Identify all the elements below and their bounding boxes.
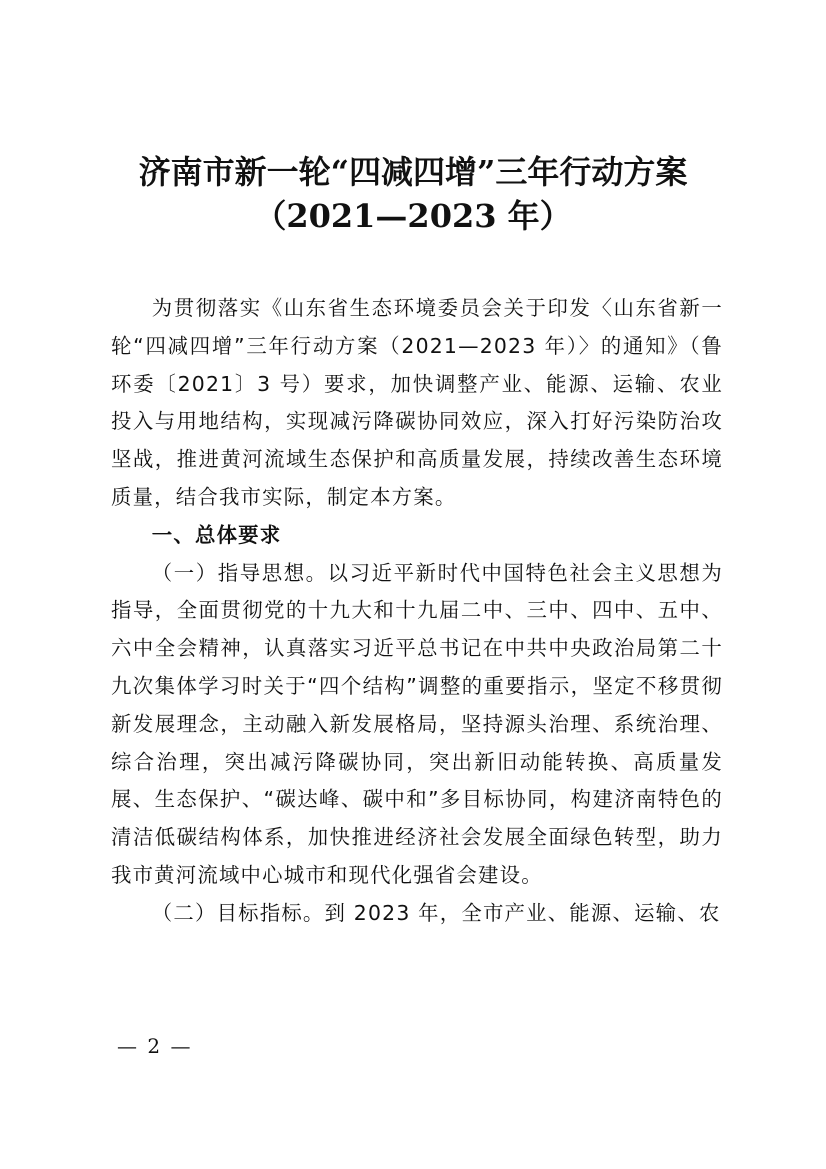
document-title: 济南市新一轮“四减四增”三年行动方案 [138,153,688,191]
target-indicators-paragraph: （二）目标指标。到 2023 年，全市产业、能源、运输、农 [151,900,721,925]
section-heading-general-requirements: 一、总体要求 [151,522,282,547]
document-subtitle-years: （2021—2023 年） [254,197,572,235]
document-body [111,290,723,933]
intro-paragraph: 为贯彻落实《山东省生态环境委员会关于印发〈山东省新一轮“四减四增”三年行动方案（2021—2023 年）〉的通知》（鲁环委〔2021〕3 号）要求，加快调整产业、能源、运输、农业投入与用地结构，实现减污降碳协同效应，深入打好污染防治攻坚战，推进黄河流域生态保护和高质量发展，持续改善生态环境质量，结合我市实际，制定本方案。 [111,296,723,509]
page-number: — 2 — [117,1034,193,1058]
guiding-ideology-paragraph: （一）指导思想。以习近平新时代中国特色社会主义思想为指导，全面贯彻党的十九大和十九届二中、三中、四中、五中、六中全会精神，认真落实习近平总书记在中共中央政治局第二十九次集体学习时关于“四个结构”调整的重要指示，坚定不移贯彻新发展理念，主动融入新发展格局，坚持源头治理、系统治理、综合治理，突出减污降碳协同，突出新旧动能转换、高质量发展、生态保护、“碳达峰、碳中和”多目标协同，构建济南特色的清洁低碳结构体系，加快推进经济社会发展全面绿色转型，助力我市黄河流域中心城市和现代化强省会建设。 [111,560,723,887]
